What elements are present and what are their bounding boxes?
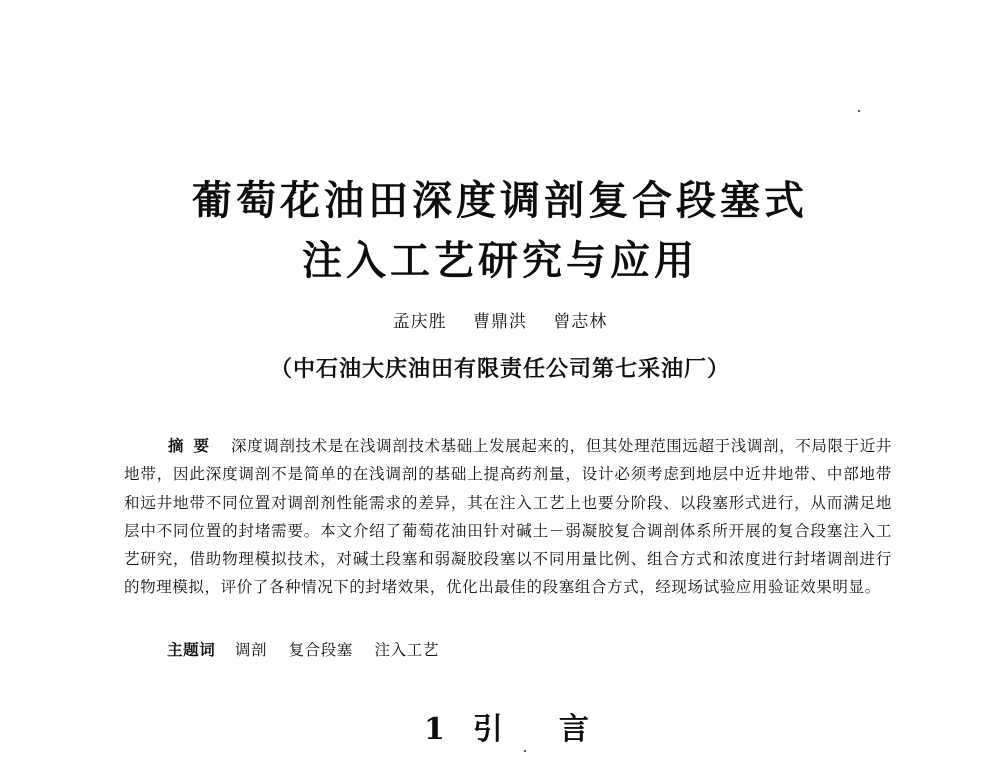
affiliation: （中石油大庆油田有限责任公司第七采油厂）: [269, 356, 730, 382]
section-heading: [424, 704, 589, 748]
keywords-label: 主题词: [167, 640, 216, 659]
keyword: 复合段塞: [288, 641, 353, 659]
section-title-char: 引: [472, 712, 503, 747]
paper-title-line-1: 葡萄花油田深度调剖复合段塞式: [192, 177, 808, 224]
section-title-char: 言: [558, 712, 589, 747]
abstract-text: 深度调剖技术是在浅调剖技术基础上发展起来的，但其处理范围远超于浅调剖，不局限于近井地带，因此深度调剖不是简单的在浅调剖的基础上提高药剂量，设计必须考虑到地层中近井地带、中部地带和远井地带不同位置对调剖剂性能需求的差异，其在注入工艺上也要分阶段、以段塞形式进行，从而满足地层中不同位置的封堵需要。本文介绍了葡萄花油田针对碱土－弱凝胶复合调剖体系所开展的复合段塞注入工艺研究，借助物理模拟技术，对碱土段塞和弱凝胶段塞以不同用量比例、组合方式和浓度进行封堵调剖进行的物理模拟，评价了各种情况下的封堵效果，优化出最佳的段塞组合方式，经现场试验应用验证效果明显。: [124, 437, 892, 597]
abstract-paragraph: [124, 432, 892, 602]
keyword: 注入工艺: [374, 641, 439, 659]
author-name: 孟庆胜: [392, 312, 447, 332]
author-list: [0, 307, 1000, 332]
keywords-line: [167, 638, 455, 660]
scan-speck: [524, 750, 526, 752]
scan-speck: [858, 110, 860, 112]
section-number: 1: [424, 712, 445, 747]
abstract-label: 摘要: [168, 436, 220, 455]
author-name: 曾志林: [553, 312, 608, 332]
author-name: 曹鼎洪: [473, 312, 527, 332]
paper-title-line-2: 注入工艺研究与应用: [302, 237, 698, 284]
keyword: 调剖: [234, 641, 268, 659]
